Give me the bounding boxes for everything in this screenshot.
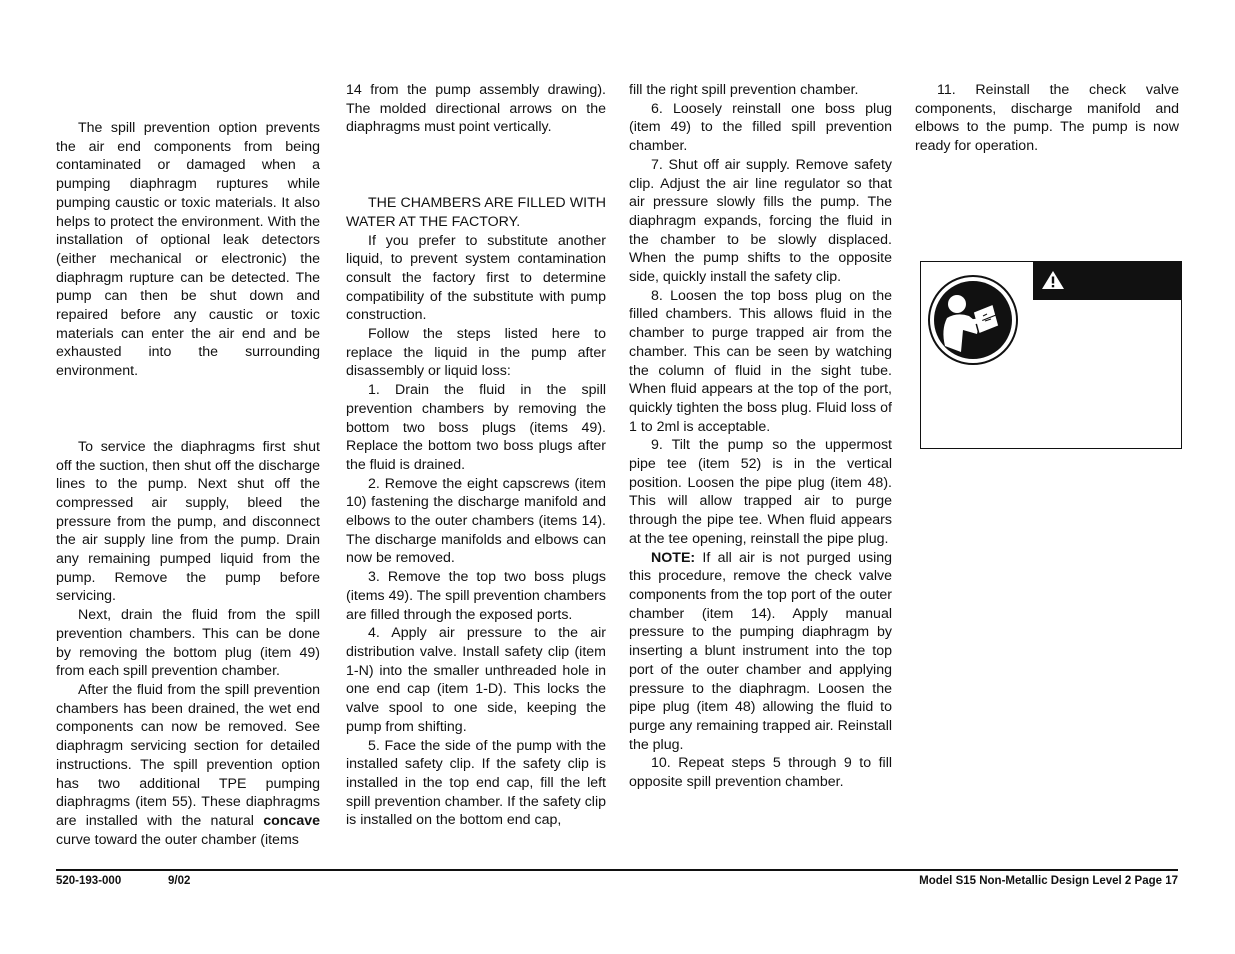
wet-end-text-b: curve toward the outer chamber (items <box>56 831 299 848</box>
step-5: 5. Face the side of the pump with the installed safety clip. If the safety clip is installed in the top end cap, fill the left spill prevention chamber. If the safety clip is installed on the bottom end cap, <box>346 737 606 829</box>
follow-steps-paragraph: Follow the steps listed here to replace the liquid in the pump after disassembly or liquid loss: <box>346 326 606 380</box>
step-8: 8. Loosen the top boss plug on the filled chambers. This allows fluid in the chamber to purge trapped air from the chamber. This can be seen by watching the column of fluid in the sight tube. When fluid appears at the top of the port, quickly tighten the boss plug. Fluid loss of 1 to 2ml is acceptable. <box>629 287 892 435</box>
warning-box <box>920 261 1182 449</box>
read-manual-icon <box>927 274 1019 366</box>
wet-end-paragraph <box>56 681 320 849</box>
footer-rule <box>56 869 1178 871</box>
wet-end-text-a: After the fluid from the spill prevention chambers has been drained, the wet end components can now be removed. See diaphragm servicing section for detailed instructions. The spill prevention option has two additional TPE pumping diaphragms (item 55). These diaphragms are installed with the natural <box>56 681 320 829</box>
factory-water-note: THE CHAMBERS ARE FILLED WITH WATER AT THE FACTORY. <box>346 195 606 230</box>
spill-prevention-intro: The spill prevention option prevents the air end components from being contaminated or damaged when a pumping diaphragm ruptures while pumping caustic or toxic materials. It also helps to protect the environment. With the installation of optional leak detectors (either mechanical or electronic) the diaphragm rupture can be detected. The pump can then be shut down and repaired before any caustic or toxic materials can enter the air end and be exhausted into the surrounding environment. <box>56 120 320 380</box>
step-4: 4. Apply air pressure to the air distribution valve. Install safety clip (item 1-N) into the smaller unthreaded hole in one end cap (item 1-D). This locks the valve spool to one side, keeping the pump from shifting. <box>346 625 606 735</box>
diaphragm-arrows-paragraph: 14 from the pump assembly drawing). The molded directional arrows on the diaphragms must point vertically. <box>346 82 606 136</box>
warning-triangle-icon <box>1041 270 1065 290</box>
step-6: 6. Loosely reinstall one boss plug (item 49) to the filled spill prevention chamber. <box>629 100 892 155</box>
note-text: If all air is not purged using this procedure, remove the check valve components from the top port of the outer chamber (item 14). Apply manual pressure to the pumping diaphragm by inserting a blunt instrument into the top port of the outer chamber and applying pressure to the diaphragm. Loosen the pipe plug (item 48) allowing the fluid to purge any remaining trapped air. Reinstall the plug. <box>629 549 892 753</box>
note-paragraph <box>629 549 892 755</box>
revision-date: 9/02 <box>168 875 191 887</box>
column-3 <box>629 81 892 792</box>
substitute-liquid-paragraph: If you prefer to substitute another liquid, to prevent system contamination consult the factory first to determine compatibility of the substitute with pump construction. <box>346 232 606 324</box>
step-9: 9. Tilt the pump so the uppermost pipe tee (item 52) is in the vertical position. Loosen the pipe plug (item 48). This will allow trapped air to purge through the pipe tee. When fluid appears at the tee opening, reinstall the pipe plug. <box>629 437 892 547</box>
model-page-label: Model S15 Non-Metallic Design Level 2 Page 17 <box>919 875 1178 887</box>
note-label: NOTE: <box>651 549 696 566</box>
drain-fluid-paragraph: Next, drain the fluid from the spill prevention chambers. This can be done by removing the bottom plug (item 49) from each spill prevention chamber. <box>56 607 320 680</box>
step-1: 1. Drain the fluid in the spill prevention chambers by removing the bottom two boss plugs (items 49). Replace the bottom two boss plugs after the fluid is drained. <box>346 382 606 473</box>
step-3: 3. Remove the top two boss plugs (items 49). The spill prevention chambers are filled through the exposed ports. <box>346 569 606 623</box>
column-2 <box>346 81 606 830</box>
document-number: 520-193-000 <box>56 875 122 887</box>
step-10: 10. Repeat steps 5 through 9 to fill opposite spill prevention chamber. <box>629 755 892 791</box>
concave-bold: concave <box>263 812 320 829</box>
step-2: 2. Remove the eight capscrews (item 10) fastening the discharge manifold and elbows to the outer chambers (items 14). The discharge manifolds and elbows can now be removed. <box>346 475 606 567</box>
column-1 <box>56 81 320 849</box>
column-4 <box>915 81 1179 156</box>
step-7: 7. Shut off air supply. Remove safety clip. Adjust the air line regulator so that air pressure slowly fills the pump. The diaphragm expands, forcing the fluid in the chamber to be slowly displaced. When the pump shifts to the opposite side, quickly install the safety clip. <box>629 156 892 286</box>
service-diaphragms-paragraph: To service the diaphragms first shut off the suction, then shut off the discharge lines to the pump. Next shut off the compressed air supply, bleed the pressure from the pump, and disconnect the air supply line from the pump. Drain any remaining pumped liquid from the pump. Remove the pump before servicing. <box>56 438 320 605</box>
warning-header <box>1033 262 1181 300</box>
step-11: 11. Reinstall the check valve components, discharge manifold and elbows to the pump. The pump is now ready for operation. <box>915 82 1179 155</box>
step-5-continued: fill the right spill prevention chamber. <box>629 82 859 98</box>
